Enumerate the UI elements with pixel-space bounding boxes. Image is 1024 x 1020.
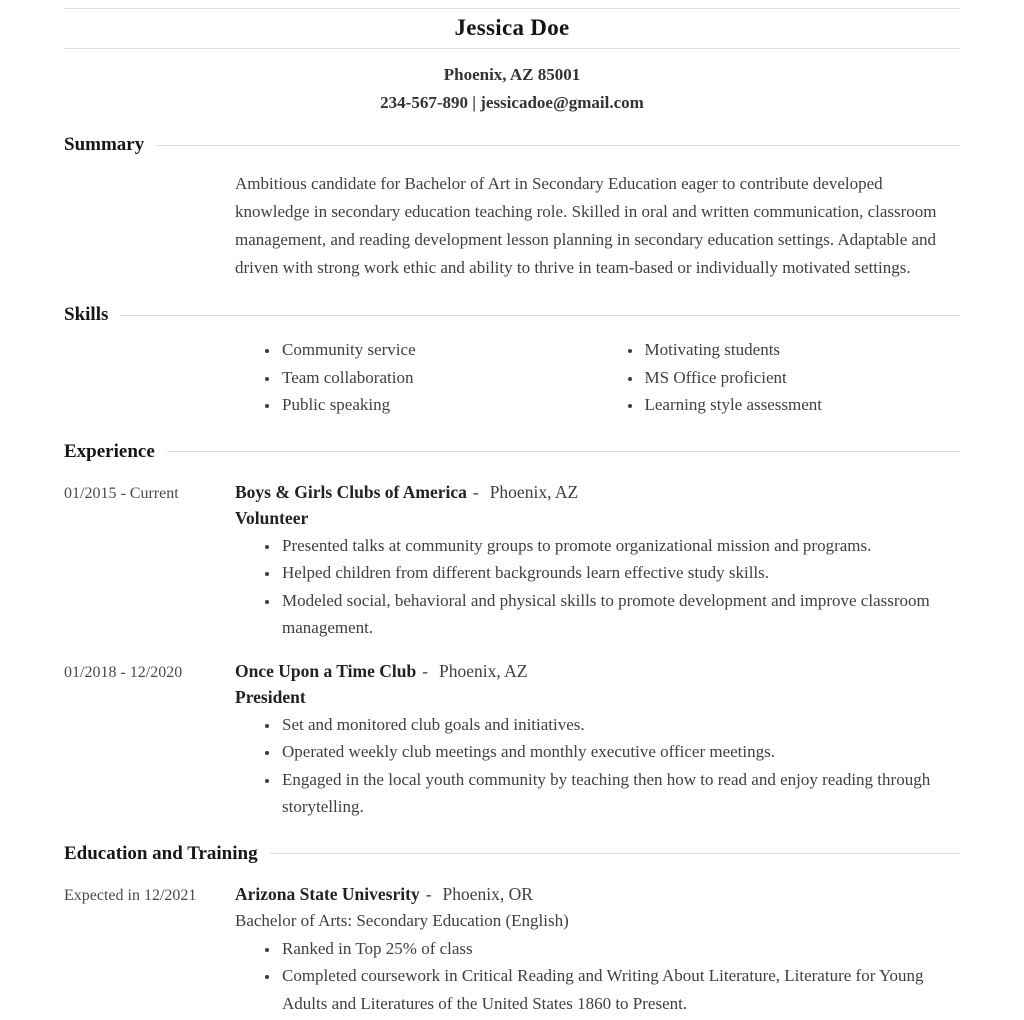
education-entry-body [235,881,960,1018]
name-divider [64,48,960,49]
job-bullet-list [235,532,960,642]
experience-entry-body [235,658,960,821]
job-bullet: • Engaged in the local youth community by teaching then how to read and enjoy reading through storytelling. [280,766,960,821]
resume-header [64,15,960,112]
company-location: Phoenix, AZ [489,481,579,502]
section-title-skills: Skills [64,304,109,325]
skill-item: • Learning style assessment [643,391,961,419]
education-title-line [235,881,960,907]
skills-columns [235,336,960,419]
section-summary-header [64,134,960,156]
skill-item: • Community service [280,336,598,364]
experience-entry [64,479,960,642]
skills-column-left [235,336,598,419]
education-bullet: • Completed coursework in Critical Reading and Writing About Literature, Literature for Young Adults and Literatures of the United States 1860 to Present. [280,962,960,1017]
experience-entry-body [235,479,960,642]
section-education [64,843,960,1018]
experience-title-line [235,658,960,684]
education-bullet-list [235,935,960,1018]
company-name: Boys & Girls Clubs of America [235,481,467,502]
section-experience-header [64,441,960,463]
experience-dates: 01/2018 - 12/2020 [64,663,183,681]
section-summary-rule [156,145,960,146]
section-summary [64,134,960,282]
company-name: Once Upon a Time Club [235,660,417,681]
degree-line: Bachelor of Arts: Secondary Education (English) [235,910,569,930]
section-skills-rule [120,315,960,316]
job-role: President [235,686,306,707]
job-role: Volunteer [235,507,309,528]
title-separator: - [425,883,432,904]
skill-item: • MS Office proficient [643,364,961,392]
section-skills-header [64,304,960,326]
person-name: Jessica Doe [454,15,570,40]
address-line: Phoenix, AZ 85001 [443,65,581,84]
summary-text: Ambitious candidate for Bachelor of Art in Secondary Education eager to contribute developed knowledge in secondary education teaching role. Skilled in oral and written communication, classroom management, and reading development lesson planning in secondary education settings. Adaptable and driven with strong work ethic and ability to thrive in team-based or individually motivated settings. [235,174,937,277]
experience-entry [64,658,960,821]
summary-body [235,170,960,282]
experience-title-line [235,479,960,505]
job-bullet: • Helped children from different backgrounds learn effective study skills. [280,559,960,587]
education-entry [64,881,960,1018]
section-experience-rule [167,451,960,452]
section-title-summary: Summary [64,134,145,155]
section-education-rule [270,853,960,854]
section-education-header [64,843,960,865]
section-skills [64,304,960,419]
job-bullet: • Modeled social, behavioral and physical skills to promote development and improve classroom management. [280,587,960,642]
experience-dates: 01/2015 - Current [64,484,179,502]
skill-item: • Public speaking [280,391,598,419]
top-divider [64,8,960,9]
title-separator: - [472,481,479,502]
company-location: Phoenix, AZ [439,660,528,681]
school-location: Phoenix, OR [442,883,533,904]
section-title-education: Education and Training [64,842,258,864]
education-bullet: • Ranked in Top 25% of class [280,935,960,963]
education-dates: Expected in 12/2021 [64,886,197,904]
phone-email-line: 234-567-890 | jessicadoe@gmail.com [380,93,644,112]
title-separator: - [422,660,429,681]
contact-block [64,66,960,112]
section-experience [64,441,960,821]
job-bullet: • Presented talks at community groups to promote organizational mission and programs. [280,532,960,560]
job-bullet: • Set and monitored club goals and initiatives. [280,711,960,739]
job-bullet-list [235,711,960,821]
school-name: Arizona State Univesrity [235,883,420,904]
skill-item: • Team collaboration [280,364,598,392]
skills-column-right [598,336,961,419]
section-title-experience: Experience [64,440,155,462]
skill-item: • Motivating students [643,336,961,364]
job-bullet: • Operated weekly club meetings and monthly executive officer meetings. [280,738,960,766]
